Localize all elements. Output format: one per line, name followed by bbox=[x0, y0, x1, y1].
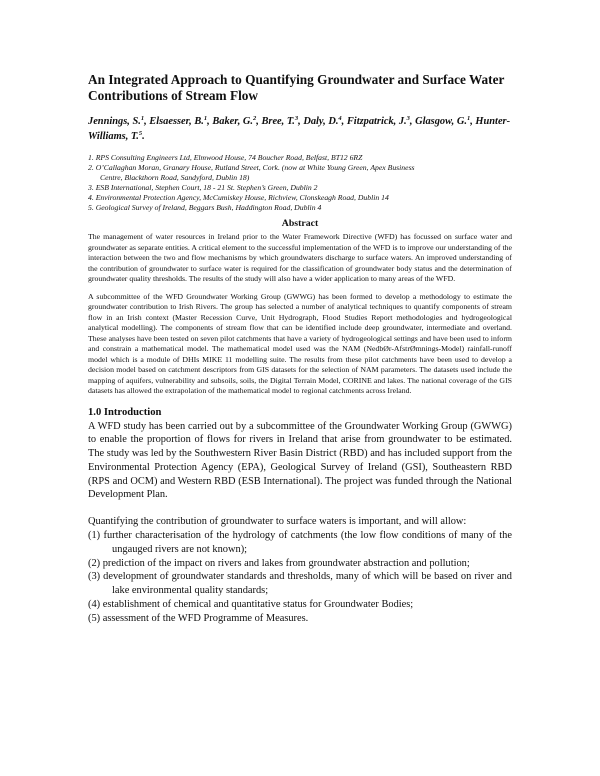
author: Hunter-Williams, T.$^5$. bbox=[88, 116, 511, 142]
author: Baker, G.$^2$, bbox=[212, 115, 262, 127]
abstract-paragraph: A subcommittee of the WFD Groundwater Working Group (GWWG) has been formed to develop a methodology to estimate the groundwater contribution to Irish Rivers. The group has selected a number of analytical techniques to quantify components of stream flow in an Irish context (Master Recession Curve, Unit Hydrograph, Flood Studies Report methodologies and hydrogeological analytical modelling). The components of stream flow that can be identified include deep groundwater, intermediate and overland. These analyses have been tested on seven pilot catchments that have a variety of hydrogeological settings and have been used to inform and constrain a mathematical model. The mathematical model used was the NAM (NedbØr-AfstrØmnings-Model) rainfall-runoff model which is a module of DHIs MIKE 11 modelling suite. The results from these pilot catchments have been used to develop a decision model based on catchment descriptors from GIS datasets for the selection of NAM parameters. The datasets used include the mapping of aquifers, vulnerability and subsoils, soils, the Digital Terrain Model, CORINE and lakes. The national coverage of the GIS datasets has allowed the extrapolation of the mathematical model to regional catchments across Ireland. bbox=[88, 291, 512, 395]
affiliation-continuation: Centre, Blackthorn Road, Sandyford, Dublin 18) bbox=[100, 173, 250, 182]
author-list bbox=[88, 114, 512, 144]
affiliation-list bbox=[88, 153, 512, 213]
section-heading: 1.0 Introduction bbox=[88, 406, 162, 418]
body-paragraph: A WFD study has been carried out by a subcommittee of the Groundwater Working Group (GWWG) to enable the proportion of flows for rivers in Ireland that arise from groundwater to be estimated. The study was led by the Southwestern River Basin District (RBD) and has included support from the Environmental Protection Agency (EPA), Geological Survey of Ireland (GSI), Southeastern RBD (RPS and OCM) and Western RBD (ESB International). The project was funded through the National Development Plan. bbox=[88, 420, 512, 501]
affiliation: 2. O’Callaghan Moran, Granary House, Rutland Street, Cork. (now at White Young Green, Apex Business bbox=[88, 163, 415, 172]
author: Fitzpatrick, J.$^3$, bbox=[346, 115, 416, 127]
author: Jennings, S.$^1$, bbox=[88, 115, 150, 127]
author: Bree, T.$^3$, bbox=[261, 115, 304, 127]
numbered-list bbox=[88, 529, 512, 626]
affiliation: 5. Geological Survey of Ireland, Beggars Bush, Haddington Road, Dublin 4 bbox=[88, 203, 322, 212]
author: Daly, D.$^4$, bbox=[303, 115, 347, 127]
author: Elsaesser, B.$^1$, bbox=[149, 115, 213, 127]
author: Glasgow, G.$^1$, bbox=[415, 115, 476, 127]
paper-page bbox=[88, 72, 512, 626]
list-item: (4) establishment of chemical and quantitative status for Groundwater Bodies; bbox=[88, 599, 414, 611]
affiliation: 3. ESB International, Stephen Court, 18 - 21 St. Stephen’s Green, Dublin 2 bbox=[88, 183, 318, 192]
affiliation: 1. RPS Consulting Engineers Ltd, Elmwood House, 74 Boucher Road, Belfast, BT12 6RZ bbox=[88, 153, 363, 162]
list-intro: Quantifying the contribution of groundwater to surface waters is important, and will allow: bbox=[88, 516, 467, 528]
paper-title: An Integrated Approach to Quantifying Groundwater and Surface Water Contributions of Stream Flow bbox=[88, 72, 505, 103]
list-item: (1) further characterisation of the hydrology of catchments (the low flow conditions of many of the ungauged rivers are not known); bbox=[88, 530, 512, 555]
list-item: (3) development of groundwater standards and thresholds, many of which will be based on river and lake environmental quality standards; bbox=[88, 571, 512, 597]
abstract-heading: Abstract bbox=[281, 218, 319, 229]
list-item: (5) assessment of the WFD Programme of Measures. bbox=[88, 612, 309, 624]
affiliation: 4. Environmental Protection Agency, McCumiskey House, Richview, Clonskeagh Road, Dublin 14 bbox=[88, 193, 389, 202]
abstract-paragraph: The management of water resources in Ireland prior to the Water Framework Directive (WFD) has focussed on surface water and groundwater as separate entities. A critical element to the successful implementation of the WFD is to improve our understanding of the interaction between the two and flow mechanisms by which groundwaters discharge to surface waters. An improved understanding of the contribution of groundwater to surface water is required for the classification of groundwater body status and the determination of groundwater quality thresholds. The results of the study will also have a wider application to many areas of the WFD. bbox=[88, 232, 512, 283]
list-item: (2) prediction of the impact on rivers and lakes from groundwater abstraction and pollution; bbox=[88, 557, 470, 569]
